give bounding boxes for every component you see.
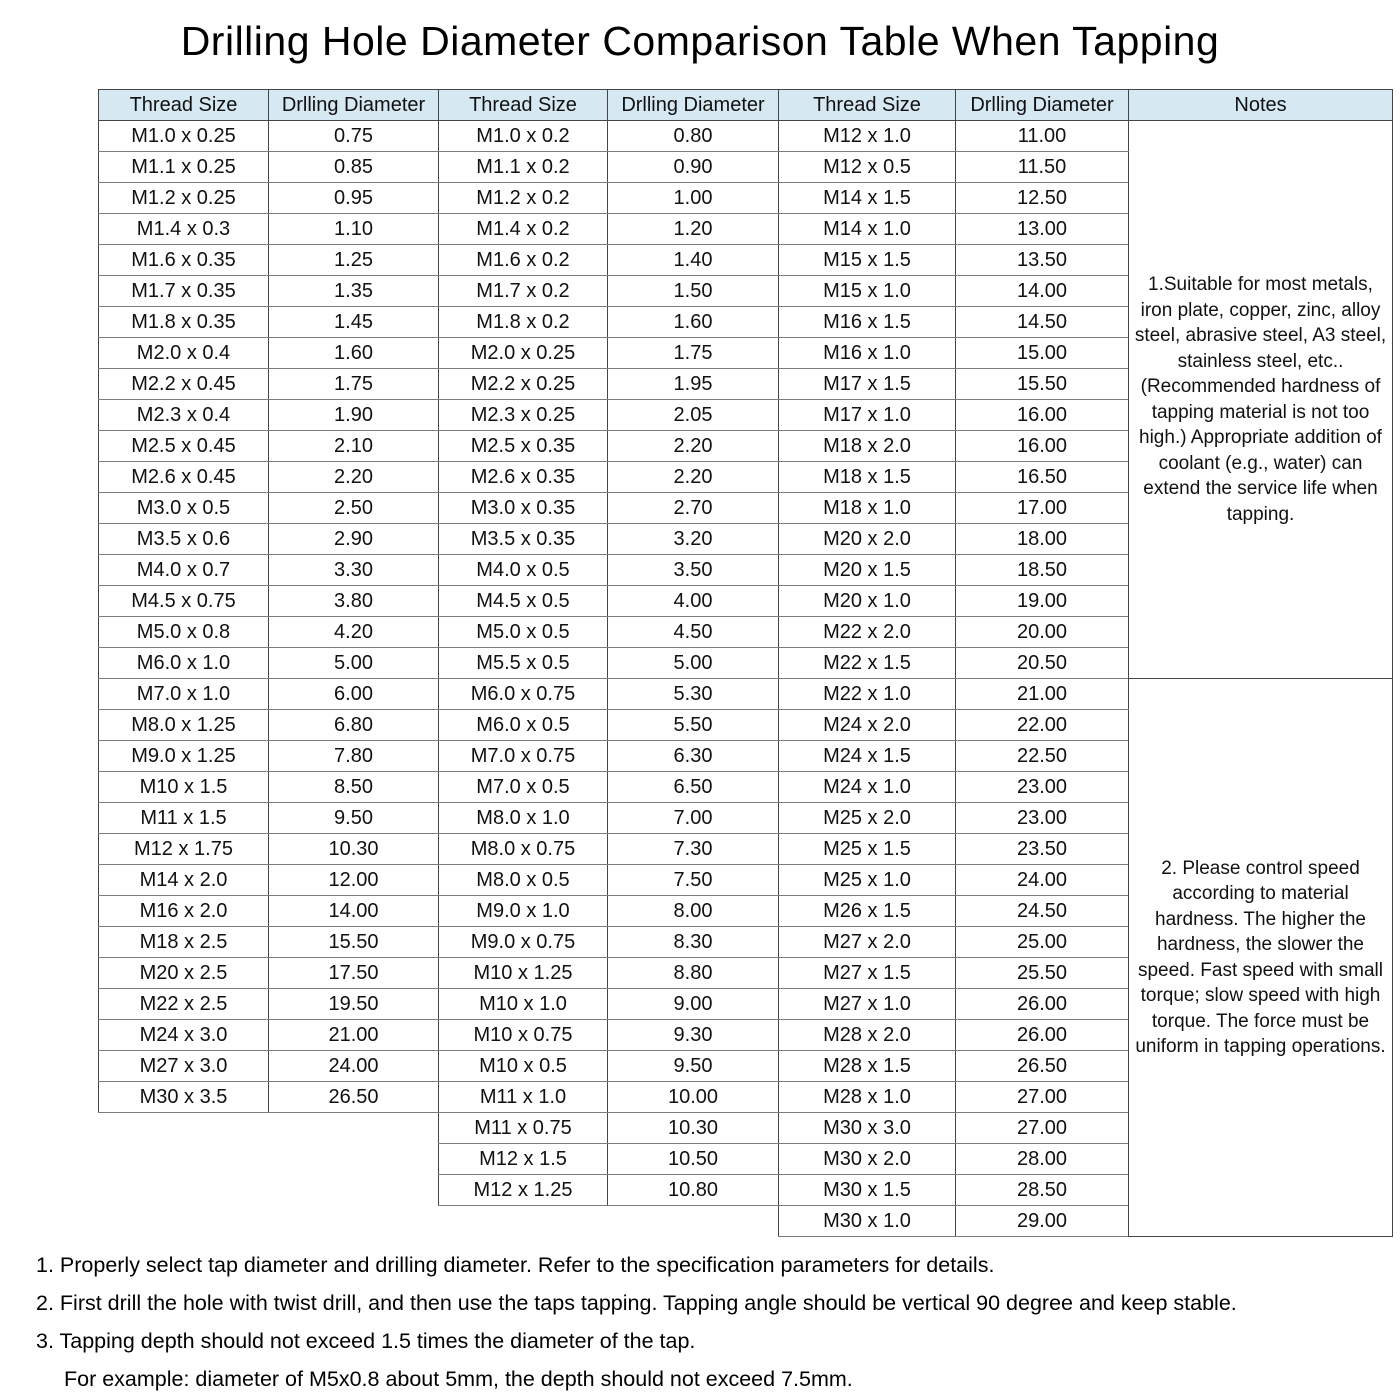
thread-size-cell: M25 x 1.0 — [779, 865, 956, 896]
thread-size-cell: M25 x 2.0 — [779, 803, 956, 834]
thread-size-cell: M1.6 x 0.35 — [99, 245, 269, 276]
drilling-diameter-cell: 5.30 — [608, 679, 779, 710]
drilling-diameter-cell: 25.00 — [956, 927, 1129, 958]
thread-size-cell: M24 x 1.5 — [779, 741, 956, 772]
drilling-diameter-cell: 1.60 — [608, 307, 779, 338]
drilling-diameter-cell: 16.00 — [956, 431, 1129, 462]
thread-size-cell: M2.2 x 0.45 — [99, 369, 269, 400]
drilling-diameter-cell: 2.90 — [269, 524, 439, 555]
drilling-diameter-cell: 18.00 — [956, 524, 1129, 555]
header-drilling-diameter-1: Drlling Diameter — [269, 90, 439, 121]
thread-size-cell: M16 x 1.0 — [779, 338, 956, 369]
thread-size-cell: M9.0 x 1.0 — [439, 896, 608, 927]
thread-size-cell: M22 x 1.0 — [779, 679, 956, 710]
thread-size-cell: M8.0 x 0.5 — [439, 865, 608, 896]
drilling-diameter-cell: 2.20 — [608, 431, 779, 462]
drilling-diameter-cell: 2.50 — [269, 493, 439, 524]
drilling-diameter-cell: 0.95 — [269, 183, 439, 214]
drilling-diameter-cell: 1.75 — [269, 369, 439, 400]
thread-size-cell: M5.0 x 0.5 — [439, 617, 608, 648]
empty-cell — [269, 1144, 439, 1175]
drilling-diameter-cell: 14.50 — [956, 307, 1129, 338]
drilling-diameter-cell: 16.50 — [956, 462, 1129, 493]
drilling-diameter-cell: 18.50 — [956, 555, 1129, 586]
drilling-diameter-cell: 12.00 — [269, 865, 439, 896]
drilling-diameter-cell: 19.50 — [269, 989, 439, 1020]
empty-cell — [269, 1113, 439, 1144]
thread-size-cell: M14 x 2.0 — [99, 865, 269, 896]
drilling-diameter-cell: 15.50 — [269, 927, 439, 958]
thread-size-cell: M28 x 2.0 — [779, 1020, 956, 1051]
drilling-diameter-cell: 22.00 — [956, 710, 1129, 741]
thread-size-cell: M1.1 x 0.25 — [99, 152, 269, 183]
thread-size-cell: M30 x 1.0 — [779, 1206, 956, 1237]
thread-size-cell: M5.0 x 0.8 — [99, 617, 269, 648]
thread-size-cell: M11 x 0.75 — [439, 1113, 608, 1144]
drilling-diameter-cell: 7.50 — [608, 865, 779, 896]
thread-size-cell: M15 x 1.0 — [779, 276, 956, 307]
drilling-diameter-cell: 11.50 — [956, 152, 1129, 183]
drilling-diameter-cell: 4.50 — [608, 617, 779, 648]
thread-size-cell: M10 x 0.5 — [439, 1051, 608, 1082]
thread-size-cell: M12 x 1.25 — [439, 1175, 608, 1206]
empty-cell — [99, 1144, 269, 1175]
drilling-diameter-cell: 9.50 — [269, 803, 439, 834]
header-notes: Notes — [1129, 90, 1393, 121]
thread-size-cell: M22 x 1.5 — [779, 648, 956, 679]
drilling-diameter-cell: 26.00 — [956, 989, 1129, 1020]
drilling-diameter-cell: 1.95 — [608, 369, 779, 400]
header-drilling-diameter-3: Drlling Diameter — [956, 90, 1129, 121]
thread-size-cell: M1.0 x 0.25 — [99, 121, 269, 152]
drilling-diameter-cell: 4.20 — [269, 617, 439, 648]
footer-notes — [36, 1253, 1400, 1392]
thread-size-cell: M3.5 x 0.35 — [439, 524, 608, 555]
drilling-diameter-cell: 10.30 — [269, 834, 439, 865]
thread-size-cell: M2.2 x 0.25 — [439, 369, 608, 400]
drilling-diameter-cell: 11.00 — [956, 121, 1129, 152]
thread-size-cell: M7.0 x 0.5 — [439, 772, 608, 803]
drilling-diameter-cell: 2.20 — [269, 462, 439, 493]
drilling-diameter-cell: 15.50 — [956, 369, 1129, 400]
thread-size-cell: M1.1 x 0.2 — [439, 152, 608, 183]
drilling-diameter-cell: 7.00 — [608, 803, 779, 834]
drilling-diameter-cell: 27.00 — [956, 1082, 1129, 1113]
thread-size-cell: M3.0 x 0.35 — [439, 493, 608, 524]
drilling-comparison-table — [98, 89, 1393, 1237]
drilling-diameter-cell: 19.00 — [956, 586, 1129, 617]
header-thread-size-2: Thread Size — [439, 90, 608, 121]
thread-size-cell: M10 x 0.75 — [439, 1020, 608, 1051]
thread-size-cell: M27 x 1.5 — [779, 958, 956, 989]
thread-size-cell: M2.3 x 0.25 — [439, 400, 608, 431]
drilling-diameter-cell: 6.30 — [608, 741, 779, 772]
drilling-diameter-cell: 20.50 — [956, 648, 1129, 679]
header-row — [99, 90, 1393, 121]
thread-size-cell: M17 x 1.0 — [779, 400, 956, 431]
table-row — [99, 121, 1393, 152]
header-thread-size-3: Thread Size — [779, 90, 956, 121]
footer-note-example: For example: diameter of M5x0.8 about 5mm, the depth should not exceed 7.5mm. — [64, 1367, 853, 1391]
drilling-diameter-cell: 24.00 — [269, 1051, 439, 1082]
thread-size-cell: M5.5 x 0.5 — [439, 648, 608, 679]
drilling-diameter-cell: 5.00 — [608, 648, 779, 679]
header-thread-size-1: Thread Size — [99, 90, 269, 121]
drilling-diameter-cell: 0.85 — [269, 152, 439, 183]
thread-size-cell: M24 x 1.0 — [779, 772, 956, 803]
drilling-diameter-cell: 23.50 — [956, 834, 1129, 865]
thread-size-cell: M24 x 2.0 — [779, 710, 956, 741]
drilling-diameter-cell: 9.00 — [608, 989, 779, 1020]
thread-size-cell: M2.3 x 0.4 — [99, 400, 269, 431]
thread-size-cell: M12 x 0.5 — [779, 152, 956, 183]
thread-size-cell: M4.0 x 0.5 — [439, 555, 608, 586]
thread-size-cell: M8.0 x 1.25 — [99, 710, 269, 741]
thread-size-cell: M24 x 3.0 — [99, 1020, 269, 1051]
drilling-diameter-cell: 7.30 — [608, 834, 779, 865]
drilling-diameter-cell: 12.50 — [956, 183, 1129, 214]
thread-size-cell: M7.0 x 0.75 — [439, 741, 608, 772]
thread-size-cell: M18 x 1.0 — [779, 493, 956, 524]
thread-size-cell: M17 x 1.5 — [779, 369, 956, 400]
drilling-diameter-cell: 10.80 — [608, 1175, 779, 1206]
thread-size-cell: M14 x 1.5 — [779, 183, 956, 214]
drilling-diameter-cell: 1.50 — [608, 276, 779, 307]
thread-size-cell: M25 x 1.5 — [779, 834, 956, 865]
drilling-diameter-cell: 24.00 — [956, 865, 1129, 896]
drilling-diameter-cell: 6.80 — [269, 710, 439, 741]
drilling-diameter-cell: 21.00 — [956, 679, 1129, 710]
drilling-diameter-cell: 20.00 — [956, 617, 1129, 648]
drilling-diameter-cell: 1.00 — [608, 183, 779, 214]
thread-size-cell: M3.5 x 0.6 — [99, 524, 269, 555]
drilling-diameter-cell: 24.50 — [956, 896, 1129, 927]
drilling-diameter-cell: 2.05 — [608, 400, 779, 431]
thread-size-cell: M10 x 1.0 — [439, 989, 608, 1020]
empty-cell — [99, 1206, 269, 1237]
drilling-diameter-cell: 8.80 — [608, 958, 779, 989]
drilling-diameter-cell: 1.35 — [269, 276, 439, 307]
drilling-diameter-cell: 1.10 — [269, 214, 439, 245]
page-title: Drilling Hole Diameter Comparison Table When Tapping — [180, 18, 1220, 64]
thread-size-cell: M2.0 x 0.4 — [99, 338, 269, 369]
empty-cell — [269, 1175, 439, 1206]
drilling-diameter-cell: 1.40 — [608, 245, 779, 276]
thread-size-cell: M20 x 2.5 — [99, 958, 269, 989]
thread-size-cell: M14 x 1.0 — [779, 214, 956, 245]
thread-size-cell: M12 x 1.0 — [779, 121, 956, 152]
thread-size-cell: M11 x 1.5 — [99, 803, 269, 834]
thread-size-cell: M18 x 1.5 — [779, 462, 956, 493]
thread-size-cell: M1.8 x 0.2 — [439, 307, 608, 338]
drilling-diameter-cell: 22.50 — [956, 741, 1129, 772]
thread-size-cell: M9.0 x 0.75 — [439, 927, 608, 958]
drilling-diameter-cell: 1.20 — [608, 214, 779, 245]
thread-size-cell: M2.0 x 0.25 — [439, 338, 608, 369]
thread-size-cell: M30 x 1.5 — [779, 1175, 956, 1206]
table-row — [99, 679, 1393, 710]
notes-cell-1: 1.Suitable for most metals, iron plate, copper, zinc, alloy steel, abrasive steel, A3 steel, stainless steel, etc..(Recommended hardness of tapping material is not too high.) Appropriate addition of coolant (e.g., water) can extend the service life when tapping. — [1129, 121, 1393, 679]
drilling-diameter-cell: 9.30 — [608, 1020, 779, 1051]
drilling-diameter-cell: 26.50 — [269, 1082, 439, 1113]
drilling-diameter-cell: 8.00 — [608, 896, 779, 927]
thread-size-cell: M4.5 x 0.75 — [99, 586, 269, 617]
thread-size-cell: M6.0 x 0.5 — [439, 710, 608, 741]
drilling-diameter-cell: 26.00 — [956, 1020, 1129, 1051]
thread-size-cell: M30 x 3.5 — [99, 1082, 269, 1113]
thread-size-cell: M2.6 x 0.35 — [439, 462, 608, 493]
drilling-diameter-cell: 28.50 — [956, 1175, 1129, 1206]
drilling-diameter-cell: 6.00 — [269, 679, 439, 710]
drilling-diameter-cell: 17.50 — [269, 958, 439, 989]
thread-size-cell: M4.5 x 0.5 — [439, 586, 608, 617]
drilling-diameter-cell: 0.80 — [608, 121, 779, 152]
drilling-diameter-cell: 1.45 — [269, 307, 439, 338]
drilling-diameter-cell: 27.00 — [956, 1113, 1129, 1144]
drilling-diameter-cell: 3.20 — [608, 524, 779, 555]
thread-size-cell: M20 x 1.5 — [779, 555, 956, 586]
thread-size-cell: M30 x 3.0 — [779, 1113, 956, 1144]
thread-size-cell: M15 x 1.5 — [779, 245, 956, 276]
drilling-diameter-cell: 15.00 — [956, 338, 1129, 369]
thread-size-cell: M1.7 x 0.35 — [99, 276, 269, 307]
drilling-diameter-cell: 14.00 — [269, 896, 439, 927]
drilling-diameter-cell: 10.50 — [608, 1144, 779, 1175]
notes-cell-2: 2. Please control speed according to material hardness. The higher the hardness, the slower the speed. Fast speed with small torque; slow speed with high torque. The force must be uniform in tapping operations. — [1129, 679, 1393, 1237]
thread-size-cell: M10 x 1.5 — [99, 772, 269, 803]
thread-size-cell: M18 x 2.0 — [779, 431, 956, 462]
drilling-diameter-cell: 3.50 — [608, 555, 779, 586]
thread-size-cell: M27 x 3.0 — [99, 1051, 269, 1082]
thread-size-cell: M16 x 1.5 — [779, 307, 956, 338]
drilling-diameter-cell: 8.50 — [269, 772, 439, 803]
thread-size-cell: M1.2 x 0.2 — [439, 183, 608, 214]
thread-size-cell: M4.0 x 0.7 — [99, 555, 269, 586]
drilling-diameter-cell: 0.90 — [608, 152, 779, 183]
thread-size-cell: M27 x 1.0 — [779, 989, 956, 1020]
drilling-diameter-cell: 26.50 — [956, 1051, 1129, 1082]
empty-cell — [99, 1113, 269, 1144]
thread-size-cell: M1.6 x 0.2 — [439, 245, 608, 276]
drilling-diameter-cell: 14.00 — [956, 276, 1129, 307]
thread-size-cell: M8.0 x 1.0 — [439, 803, 608, 834]
thread-size-cell: M30 x 2.0 — [779, 1144, 956, 1175]
drilling-diameter-cell: 9.50 — [608, 1051, 779, 1082]
thread-size-cell: M22 x 2.5 — [99, 989, 269, 1020]
drilling-diameter-cell: 3.80 — [269, 586, 439, 617]
thread-size-cell: M1.2 x 0.25 — [99, 183, 269, 214]
drilling-diameter-cell: 13.00 — [956, 214, 1129, 245]
drilling-diameter-cell: 25.50 — [956, 958, 1129, 989]
empty-cell — [439, 1206, 608, 1237]
thread-size-cell: M3.0 x 0.5 — [99, 493, 269, 524]
drilling-diameter-cell: 1.75 — [608, 338, 779, 369]
drilling-diameter-cell: 5.00 — [269, 648, 439, 679]
drilling-diameter-cell: 1.60 — [269, 338, 439, 369]
thread-size-cell: M1.7 x 0.2 — [439, 276, 608, 307]
thread-size-cell: M7.0 x 1.0 — [99, 679, 269, 710]
empty-cell — [608, 1206, 779, 1237]
drilling-diameter-cell: 23.00 — [956, 772, 1129, 803]
drilling-diameter-cell: 6.50 — [608, 772, 779, 803]
thread-size-cell: M27 x 2.0 — [779, 927, 956, 958]
drilling-diameter-cell: 29.00 — [956, 1206, 1129, 1237]
thread-size-cell: M9.0 x 1.25 — [99, 741, 269, 772]
thread-size-cell: M12 x 1.5 — [439, 1144, 608, 1175]
thread-size-cell: M1.0 x 0.2 — [439, 121, 608, 152]
thread-size-cell: M12 x 1.75 — [99, 834, 269, 865]
drilling-diameter-cell: 4.00 — [608, 586, 779, 617]
drilling-diameter-cell: 10.00 — [608, 1082, 779, 1113]
drilling-diameter-cell: 13.50 — [956, 245, 1129, 276]
thread-size-cell: M2.6 x 0.45 — [99, 462, 269, 493]
thread-size-cell: M1.8 x 0.35 — [99, 307, 269, 338]
drilling-diameter-cell: 8.30 — [608, 927, 779, 958]
drilling-diameter-cell: 17.00 — [956, 493, 1129, 524]
thread-size-cell: M11 x 1.0 — [439, 1082, 608, 1113]
drilling-diameter-cell: 21.00 — [269, 1020, 439, 1051]
thread-size-cell: M28 x 1.0 — [779, 1082, 956, 1113]
drilling-diameter-cell: 16.00 — [956, 400, 1129, 431]
empty-cell — [99, 1175, 269, 1206]
drilling-diameter-cell: 3.30 — [269, 555, 439, 586]
thread-size-cell: M20 x 2.0 — [779, 524, 956, 555]
thread-size-cell: M2.5 x 0.45 — [99, 431, 269, 462]
drilling-diameter-cell: 2.70 — [608, 493, 779, 524]
footer-note-1: 1. Properly select tap diameter and drilling diameter. Refer to the specification parameters for details. — [36, 1253, 995, 1277]
thread-size-cell: M1.4 x 0.3 — [99, 214, 269, 245]
thread-size-cell: M6.0 x 1.0 — [99, 648, 269, 679]
drilling-diameter-cell: 23.00 — [956, 803, 1129, 834]
drilling-diameter-cell: 7.80 — [269, 741, 439, 772]
drilling-diameter-cell: 1.90 — [269, 400, 439, 431]
thread-size-cell: M1.4 x 0.2 — [439, 214, 608, 245]
drilling-diameter-cell: 5.50 — [608, 710, 779, 741]
thread-size-cell: M16 x 2.0 — [99, 896, 269, 927]
thread-size-cell: M18 x 2.5 — [99, 927, 269, 958]
drilling-diameter-cell: 10.30 — [608, 1113, 779, 1144]
header-drilling-diameter-2: Drlling Diameter — [608, 90, 779, 121]
footer-note-2: 2. First drill the hole with twist drill, and then use the taps tapping. Tapping angle should be vertical 90 degree and keep stable. — [36, 1291, 1237, 1315]
drilling-diameter-cell: 28.00 — [956, 1144, 1129, 1175]
thread-size-cell: M10 x 1.25 — [439, 958, 608, 989]
thread-size-cell: M20 x 1.0 — [779, 586, 956, 617]
drilling-diameter-cell: 2.20 — [608, 462, 779, 493]
drilling-diameter-cell: 0.75 — [269, 121, 439, 152]
empty-cell — [269, 1206, 439, 1237]
thread-size-cell: M2.5 x 0.35 — [439, 431, 608, 462]
drilling-diameter-cell: 2.10 — [269, 431, 439, 462]
drilling-diameter-cell: 1.25 — [269, 245, 439, 276]
thread-size-cell: M26 x 1.5 — [779, 896, 956, 927]
thread-size-cell: M6.0 x 0.75 — [439, 679, 608, 710]
thread-size-cell: M8.0 x 0.75 — [439, 834, 608, 865]
thread-size-cell: M22 x 2.0 — [779, 617, 956, 648]
footer-note-3: 3. Tapping depth should not exceed 1.5 times the diameter of the tap. — [36, 1329, 696, 1353]
thread-size-cell: M28 x 1.5 — [779, 1051, 956, 1082]
